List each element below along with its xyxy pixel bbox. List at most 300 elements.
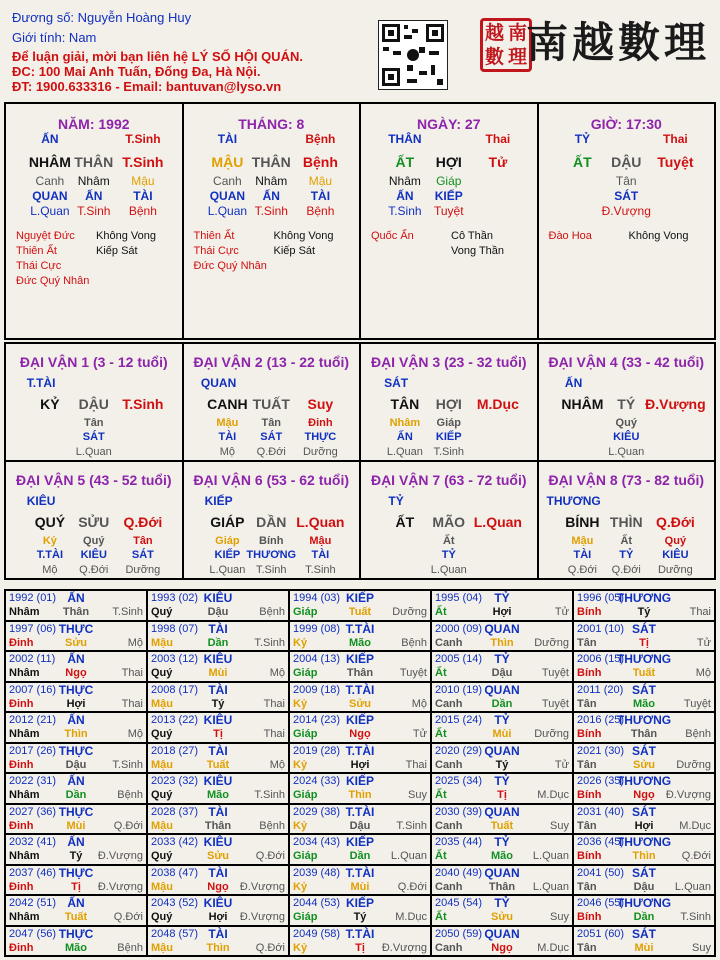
year-stem: Đinh: [9, 697, 34, 710]
year-branch: Tuất: [348, 606, 372, 618]
dai-van-value: Đinh: [308, 417, 333, 429]
year-stem: Nhâm: [9, 911, 40, 923]
year-phase: M.Dục: [679, 819, 711, 832]
dai-van-value: THỰC: [304, 431, 337, 443]
year-cell[interactable]: [573, 590, 715, 621]
dai-van-value: TÝ: [617, 396, 636, 412]
year-phase: Q.Đới: [113, 819, 143, 832]
dai-van-value: Ất: [442, 535, 455, 547]
year-label: 2010 (19): [435, 683, 483, 696]
dai-van-value: KIÊU: [662, 549, 689, 561]
pillar-value: T.Sinh: [77, 204, 111, 218]
year-label: 1996 (05): [577, 592, 625, 604]
year-phase: Suy: [550, 911, 569, 923]
pillar-value: NHÂM: [28, 154, 71, 170]
contact-note: Để luận giải, mời bạn liên hệ LÝ SỐ HỘI QUÁN.: [12, 49, 303, 64]
year-label: 2011 (20): [577, 683, 624, 696]
year-stem: Quý: [151, 728, 173, 740]
year-god: TÀI: [208, 926, 228, 941]
year-stem: Tân: [577, 636, 597, 649]
year-cell[interactable]: [573, 651, 715, 682]
pillar-value: DẬU: [611, 154, 642, 170]
dai-van-value: L.Quan: [386, 446, 423, 458]
dai-van-value: Q.Đới: [567, 564, 597, 576]
year-cell[interactable]: [5, 712, 147, 743]
year-stem: Ất: [435, 789, 447, 801]
year-cell[interactable]: [5, 895, 147, 926]
year-branch: Thìn: [64, 728, 88, 740]
dai-van-cell[interactable]: [538, 343, 716, 461]
year-phase: Bệnh: [259, 606, 285, 618]
year-god: TỶ: [494, 713, 510, 727]
year-label: 2023 (32): [151, 775, 199, 787]
year-stem: Canh: [435, 819, 463, 832]
dai-van-value: T.TÀI: [36, 549, 64, 561]
year-cell[interactable]: [431, 621, 573, 652]
auspicious-stars: [371, 229, 414, 244]
dai-van-value: KIẾP: [435, 431, 462, 443]
year-cell[interactable]: [289, 682, 431, 713]
year-branch: Thìn: [206, 941, 230, 954]
year-phase: M.Dục: [537, 941, 569, 954]
year-phase: Q.Đới: [681, 850, 711, 862]
year-branch: Dần: [65, 789, 87, 801]
year-cell[interactable]: [5, 926, 147, 957]
year-god: TỶ: [494, 591, 510, 605]
year-label: 2005 (14): [435, 653, 483, 665]
year-stem: Mậu: [151, 941, 173, 954]
dai-van-value: TỶ: [441, 549, 456, 561]
year-stem: Canh: [435, 636, 463, 649]
year-label: 2031 (40): [577, 805, 625, 818]
year-cell[interactable]: [289, 834, 431, 865]
year-cell[interactable]: [573, 926, 715, 957]
year-cell[interactable]: [573, 743, 715, 774]
year-stem: Kỷ: [293, 941, 308, 954]
year-phase: Q.Đới: [113, 911, 143, 923]
dai-van-value: ẤT: [395, 514, 415, 530]
year-phase: M.Dục: [537, 789, 569, 801]
year-god: T.TÀI: [345, 743, 375, 758]
year-cell[interactable]: [5, 590, 147, 621]
year-branch: Dậu: [207, 606, 229, 618]
year-phase: T.Sinh: [396, 819, 427, 832]
dai-van-cell[interactable]: [538, 461, 716, 579]
year-cell[interactable]: [289, 651, 431, 682]
star-label: Không Vong: [96, 230, 156, 242]
year-stem: Nhâm: [9, 606, 40, 618]
year-branch: Dậu: [349, 819, 371, 832]
year-branch: Tị: [355, 941, 365, 954]
year-cell[interactable]: [289, 865, 431, 896]
year-phase: T.Sinh: [680, 911, 711, 923]
year-cell[interactable]: [289, 804, 431, 835]
year-stem: Quý: [151, 667, 173, 679]
year-cell[interactable]: [147, 590, 289, 621]
year-branch: Hợi: [492, 606, 512, 618]
year-phase: T.Sinh: [254, 636, 285, 649]
year-cell[interactable]: [431, 926, 573, 957]
year-cell[interactable]: [431, 895, 573, 926]
year-cell[interactable]: [147, 865, 289, 896]
year-god: TÀI: [208, 743, 228, 758]
pillar-value: TỶ: [574, 132, 591, 146]
year-phase: Thai: [263, 697, 285, 710]
header: [0, 0, 720, 100]
pillar-value: Tuyệt: [433, 204, 464, 218]
year-god: TỶ: [494, 835, 510, 849]
year-cell[interactable]: [289, 743, 431, 774]
year-phase: Bệnh: [259, 819, 285, 832]
dai-van-value: SỬU: [78, 514, 110, 530]
year-branch: Thân: [62, 606, 90, 618]
year-branch: Thân: [488, 880, 516, 893]
year-god: TỶ: [494, 896, 510, 910]
pillar-cell: [538, 103, 716, 339]
year-stem: Canh: [435, 941, 463, 954]
year-label: 2030 (39): [435, 805, 483, 818]
year-stem: Giáp: [293, 728, 318, 740]
year-cell[interactable]: [147, 804, 289, 835]
year-branch: Thân: [346, 667, 374, 679]
year-stem: Đinh: [9, 880, 34, 893]
star-label: Thái Cực: [16, 260, 62, 272]
year-phase: Bệnh: [117, 941, 143, 954]
dai-van-cell[interactable]: [360, 461, 538, 579]
year-cell[interactable]: [289, 773, 431, 804]
year-cell[interactable]: [289, 712, 431, 743]
dai-van-value: KIÊU: [80, 549, 107, 561]
year-cell[interactable]: [431, 804, 573, 835]
dai-van-value: L.Quan: [430, 564, 467, 576]
dai-van-value: T.Sinh: [122, 396, 164, 412]
year-label: 2017 (26): [9, 744, 57, 757]
year-label: 2021 (30): [577, 744, 625, 757]
year-phase: Bệnh: [685, 728, 711, 740]
year-phase: Q.Đới: [255, 941, 285, 954]
dai-van-value: THƯƠNG: [246, 549, 297, 561]
year-cell[interactable]: [573, 895, 715, 926]
year-cell[interactable]: [147, 895, 289, 926]
year-god: QUAN: [484, 926, 520, 941]
year-cell[interactable]: [573, 712, 715, 743]
year-stem: Đinh: [9, 758, 34, 771]
year-label: 2042 (51): [9, 897, 57, 909]
inauspicious-stars: [274, 229, 334, 259]
year-cell[interactable]: [289, 895, 431, 926]
year-god: T.TÀI: [345, 865, 375, 880]
star-label: Không Vong: [628, 230, 689, 242]
auspicious-stars: [549, 229, 592, 244]
year-branch: Mão: [491, 850, 513, 862]
pillar-value: THÂN: [251, 154, 291, 170]
year-branch: Dần: [207, 636, 229, 649]
year-branch: Tý: [69, 850, 83, 862]
star-label: Đào Hoa: [548, 230, 592, 242]
dai-van-value: Nhâm: [389, 417, 421, 429]
year-phase: Thai: [263, 728, 285, 740]
year-branch: Tuất: [206, 758, 230, 771]
year-cell[interactable]: [5, 651, 147, 682]
dai-van-value: Ất: [620, 535, 633, 547]
year-cell[interactable]: [431, 743, 573, 774]
year-label: 2027 (36): [9, 805, 57, 818]
year-cell[interactable]: [147, 712, 289, 743]
star-label: Không Vong: [273, 230, 334, 242]
dai-van-value: Q.Đới: [123, 514, 163, 530]
year-god: KIÊU: [203, 896, 233, 910]
year-cell[interactable]: [431, 590, 573, 621]
year-god: THƯƠNG: [616, 774, 672, 788]
year-label: 2026 (35): [577, 775, 625, 787]
year-cell[interactable]: [431, 712, 573, 743]
year-god: THỰC: [58, 621, 94, 636]
year-phase: Dưỡng: [534, 728, 569, 740]
year-stem: Tân: [577, 941, 597, 954]
dai-van-value: Giáp: [436, 417, 461, 429]
year-branch: Tý: [353, 911, 367, 923]
year-branch: Ngọ: [633, 789, 655, 801]
year-cell[interactable]: [289, 590, 431, 621]
year-cell[interactable]: [431, 651, 573, 682]
year-god: KIÊU: [203, 774, 233, 788]
dai-van-value: Q.Đới: [656, 514, 695, 530]
pillar-value: TÀI: [310, 189, 331, 203]
dai-van-value: DẬU: [78, 396, 109, 412]
year-phase: T.Sinh: [254, 789, 285, 801]
year-god: THƯƠNG: [616, 652, 672, 666]
star-label: Đức Quý Nhân: [16, 275, 90, 287]
year-stem: Kỷ: [293, 636, 308, 649]
dai-van-god: SÁT: [384, 376, 409, 390]
year-branch: Tị: [213, 728, 223, 740]
year-cell[interactable]: [5, 743, 147, 774]
dai-van-god: TỶ: [388, 494, 404, 508]
year-cell[interactable]: [573, 621, 715, 652]
year-phase: Mộ: [269, 758, 285, 771]
year-label: 2041 (50): [577, 866, 625, 879]
year-god: THƯƠNG: [616, 835, 672, 849]
dai-van-value: THÌN: [609, 514, 643, 530]
year-phase: Suy: [550, 819, 569, 832]
dai-van-cell[interactable]: [183, 343, 361, 461]
pillar-value: T.Sinh: [254, 204, 288, 218]
year-cell[interactable]: [147, 621, 289, 652]
dai-van-value: Quý: [83, 535, 105, 547]
year-phase: Tử: [412, 728, 427, 740]
year-phase: Đ.Vượng: [97, 850, 143, 862]
year-cell[interactable]: [5, 834, 147, 865]
inauspicious-stars: [629, 229, 689, 244]
year-label: 2032 (41): [9, 836, 57, 848]
dai-van-title: ĐẠI VẬN 3 (23 - 32 tuổi): [370, 354, 527, 370]
dai-van-value: Mậu: [216, 417, 239, 429]
year-cell[interactable]: [5, 773, 147, 804]
year-label: 2006 (15): [577, 653, 625, 665]
year-label: 2034 (43): [293, 836, 341, 848]
year-branch: Ngọ: [65, 667, 87, 679]
dai-van-value: L.Quan: [296, 514, 345, 530]
year-god: ẤN: [67, 713, 85, 727]
year-branch: Mùi: [350, 880, 370, 893]
year-stem: Mậu: [151, 880, 173, 893]
year-cell[interactable]: [147, 651, 289, 682]
year-cell[interactable]: [289, 621, 431, 652]
pillar-value: THÂN: [74, 154, 114, 170]
star-label: Quốc Ấn: [371, 230, 414, 242]
year-stem: Ất: [435, 728, 447, 740]
pillar-value: Nhâm: [388, 174, 421, 188]
year-phase: M.Dục: [395, 911, 427, 923]
year-cell[interactable]: [5, 682, 147, 713]
year-cell[interactable]: [431, 865, 573, 896]
year-god: THƯƠNG: [616, 896, 672, 910]
year-cell[interactable]: [147, 834, 289, 865]
pillar-value: Nhâm: [255, 174, 288, 188]
year-phase: Q.Đới: [397, 880, 427, 893]
dai-van-god: T.TÀI: [26, 376, 56, 390]
dai-van-grid: [4, 342, 716, 580]
year-stem: Tân: [577, 697, 597, 710]
year-phase: Suy: [408, 789, 427, 801]
year-branch: Mão: [65, 941, 87, 954]
year-branch: Tị: [497, 789, 507, 801]
year-cell[interactable]: [431, 834, 573, 865]
year-cell[interactable]: [5, 621, 147, 652]
dai-van-value: Tân: [261, 417, 282, 429]
pillar-value: KIẾP: [434, 189, 463, 203]
year-stem: Mậu: [151, 636, 173, 649]
qr-code-icon[interactable]: [378, 20, 448, 90]
dai-van-title: ĐẠI VẬN 6 (53 - 62 tuổi): [193, 472, 350, 488]
year-stem: Bính: [577, 728, 602, 740]
dai-van-cell[interactable]: [5, 461, 183, 579]
pillar-value: Bệnh: [302, 154, 338, 170]
year-label: 2048 (57): [151, 927, 199, 940]
year-stem: Bính: [577, 789, 602, 801]
year-cell[interactable]: [5, 804, 147, 835]
star-label: Vong Thần: [451, 245, 505, 257]
year-phase: Bệnh: [117, 789, 143, 801]
year-label: 2028 (37): [151, 805, 199, 818]
year-branch: Ngọ: [491, 941, 513, 954]
year-cell[interactable]: [573, 865, 715, 896]
year-god: T.TÀI: [345, 804, 375, 819]
year-cell[interactable]: [5, 865, 147, 896]
owner-name: Đương số: Nguyễn Hoàng Huy: [12, 10, 192, 25]
year-branch: Tị: [639, 636, 649, 649]
year-god: SÁT: [632, 865, 656, 880]
year-god: TÀI: [208, 804, 228, 819]
pillar-value: T.Sinh: [388, 204, 422, 218]
year-branch: Dậu: [65, 758, 87, 771]
pillar-value: L.Quan: [30, 204, 70, 218]
year-cell[interactable]: [573, 804, 715, 835]
phone-email[interactable]: ĐT: 1900.633316 - Email: bantuvan@lyso.vn: [12, 79, 282, 94]
year-cell[interactable]: [147, 926, 289, 957]
year-stem: Ất: [435, 911, 447, 923]
year-cell[interactable]: [573, 834, 715, 865]
year-stem: Quý: [151, 850, 173, 862]
year-god: THỰC: [58, 682, 94, 697]
year-branch: Hợi: [66, 697, 86, 710]
year-label: 2040 (49): [435, 866, 483, 879]
year-phase: L.Quan: [532, 880, 569, 893]
year-label: 2038 (47): [151, 866, 199, 879]
year-cell[interactable]: [573, 682, 715, 713]
year-god: KIÊU: [203, 713, 233, 727]
year-cell[interactable]: [431, 682, 573, 713]
year-cell[interactable]: [431, 773, 573, 804]
year-stem: Ất: [435, 667, 447, 679]
year-god: KIẾP: [345, 713, 375, 727]
year-branch: Sửu: [632, 758, 656, 771]
year-phase: Thai: [689, 606, 711, 618]
dai-van-value: MÃO: [432, 514, 466, 530]
year-phase: Đ.Vượng: [239, 911, 285, 923]
auspicious-stars: [16, 229, 89, 289]
year-label: 2012 (21): [9, 714, 57, 726]
year-stem: Nhâm: [9, 789, 40, 801]
year-label: 2035 (44): [435, 836, 483, 848]
year-phase: Tử: [696, 636, 711, 649]
year-god: KIẾP: [345, 896, 375, 910]
year-branch: Hợi: [350, 758, 370, 771]
year-label: 2001 (10): [577, 622, 625, 635]
year-cell[interactable]: [147, 743, 289, 774]
dai-van-value: KỶ: [40, 396, 60, 412]
year-label: 1997 (06): [9, 622, 57, 635]
year-branch: Thìn: [632, 850, 656, 862]
dai-van-cell[interactable]: [5, 343, 183, 461]
pillar-value: ẤN: [262, 189, 280, 203]
year-phase: Đ.Vượng: [239, 880, 285, 893]
year-branch: Dần: [633, 911, 655, 923]
year-cell[interactable]: [289, 926, 431, 957]
year-stem: Nhâm: [9, 850, 40, 862]
year-god: SÁT: [632, 682, 656, 697]
year-cell[interactable]: [573, 773, 715, 804]
dai-van-value: GIÁP: [210, 514, 245, 530]
dai-van-god: KIẾP: [204, 494, 233, 508]
pillar-value: Giáp: [436, 174, 462, 188]
dai-van-cell[interactable]: [183, 461, 361, 579]
year-god: ẤN: [67, 652, 85, 666]
pillar-value: Bệnh: [305, 132, 336, 146]
dai-van-cell[interactable]: [360, 343, 538, 461]
year-cell[interactable]: [147, 773, 289, 804]
year-phase: Dưỡng: [392, 606, 427, 618]
year-branch: Dậu: [491, 667, 513, 679]
year-phase: L.Quan: [674, 880, 711, 893]
dai-van-title: ĐẠI VẬN 5 (43 - 52 tuổi): [15, 472, 172, 488]
dai-van-value: L.Quan: [608, 446, 645, 458]
pillar-cell: [360, 103, 538, 339]
year-god: THỰC: [58, 865, 94, 880]
year-cell[interactable]: [147, 682, 289, 713]
dai-van-value: Mậu: [571, 535, 594, 547]
year-branch: Mùi: [66, 819, 86, 832]
year-branch: Dần: [349, 850, 371, 862]
dai-van-value: Quý: [664, 535, 687, 547]
year-stem: Kỷ: [293, 758, 308, 771]
year-phase: Tuyệt: [541, 697, 569, 710]
year-god: QUAN: [484, 865, 520, 880]
year-label: 2045 (54): [435, 897, 483, 909]
pillar-value: Thai: [663, 132, 688, 146]
pillar-value: TÀI: [133, 189, 153, 203]
year-label: 1998 (07): [151, 622, 199, 635]
